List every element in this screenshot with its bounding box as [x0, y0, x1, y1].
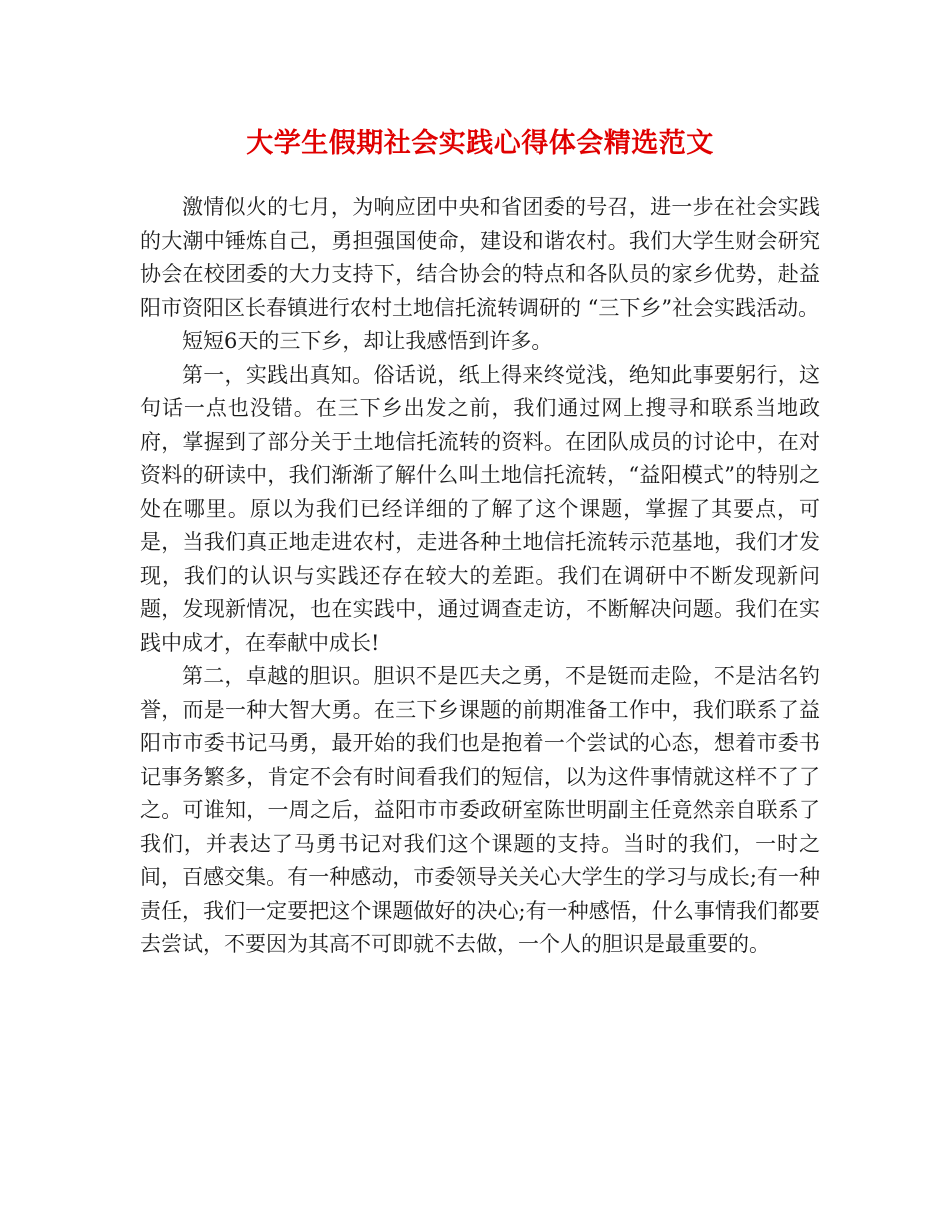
paragraph-first-point: 第一，实践出真知。俗话说，纸上得来终觉浅，绝知此事要躬行，这句话一点也没错。在三下乡出发之前，我们通过网上搜寻和联系当地政府，掌握到了部分关于土地信托流转的资料。在团队成员的讨论中，在对资料的研读中，我们渐渐了解什么叫土地信托流转，“益阳模式”的特别之处在哪里。原以为我们已经详细的了解了这个课题，掌握了其要点，可是，当我们真正地走进农村，走进各种土地信托流转示范基地，我们才发现，我们的认识与实践还存在较大的差距。我们在调研中不断发现新问题，发现新情况，也在实践中，通过调查走访，不断解决问题。我们在实践中成才，在奉献中成长!	[140, 362, 820, 655]
document-title: 大学生假期社会实践心得体会精选范文	[246, 128, 714, 159]
paragraph-intro: 激情似火的七月，为响应团中央和省团委的号召，进一步在社会实践的大潮中锤炼自己，勇担强国使命，建设和谐农村。我们大学生财会研究协会在校团委的大力支持下，结合协会的特点和各队员的家乡优势，赴益阳市资阳区长春镇进行农村土地信托流转调研的 “三下乡”社会实践活动。	[140, 195, 820, 320]
document-page	[140, 126, 820, 962]
paragraph-summary: 短短6天的三下乡，却让我感悟到许多。	[182, 329, 553, 354]
paragraph-second-point: 第二，卓越的胆识。胆识不是匹夫之勇，不是铤而走险，不是沽名钓誉，而是一种大智大勇。在三下乡课题的前期准备工作中，我们联系了益阳市市委书记马勇，最开始的我们也是抱着一个尝试的心态，想着市委书记事务繁多，肯定不会有时间看我们的短信，以为这件事情就这样不了了之。可谁知，一周之后，益阳市市委政研室陈世明副主任竟然亲自联系了我们，并表达了马勇书记对我们这个课题的支持。当时的我们，一时之间，百感交集。有一种感动，市委领导关关心大学生的学习与成长;有一种责任，我们一定要把这个课题做好的决心;有一种感悟，什么事情我们都要去尝试，不要因为其高不可即就不去做，一个人的胆识是最重要的。	[140, 664, 820, 957]
